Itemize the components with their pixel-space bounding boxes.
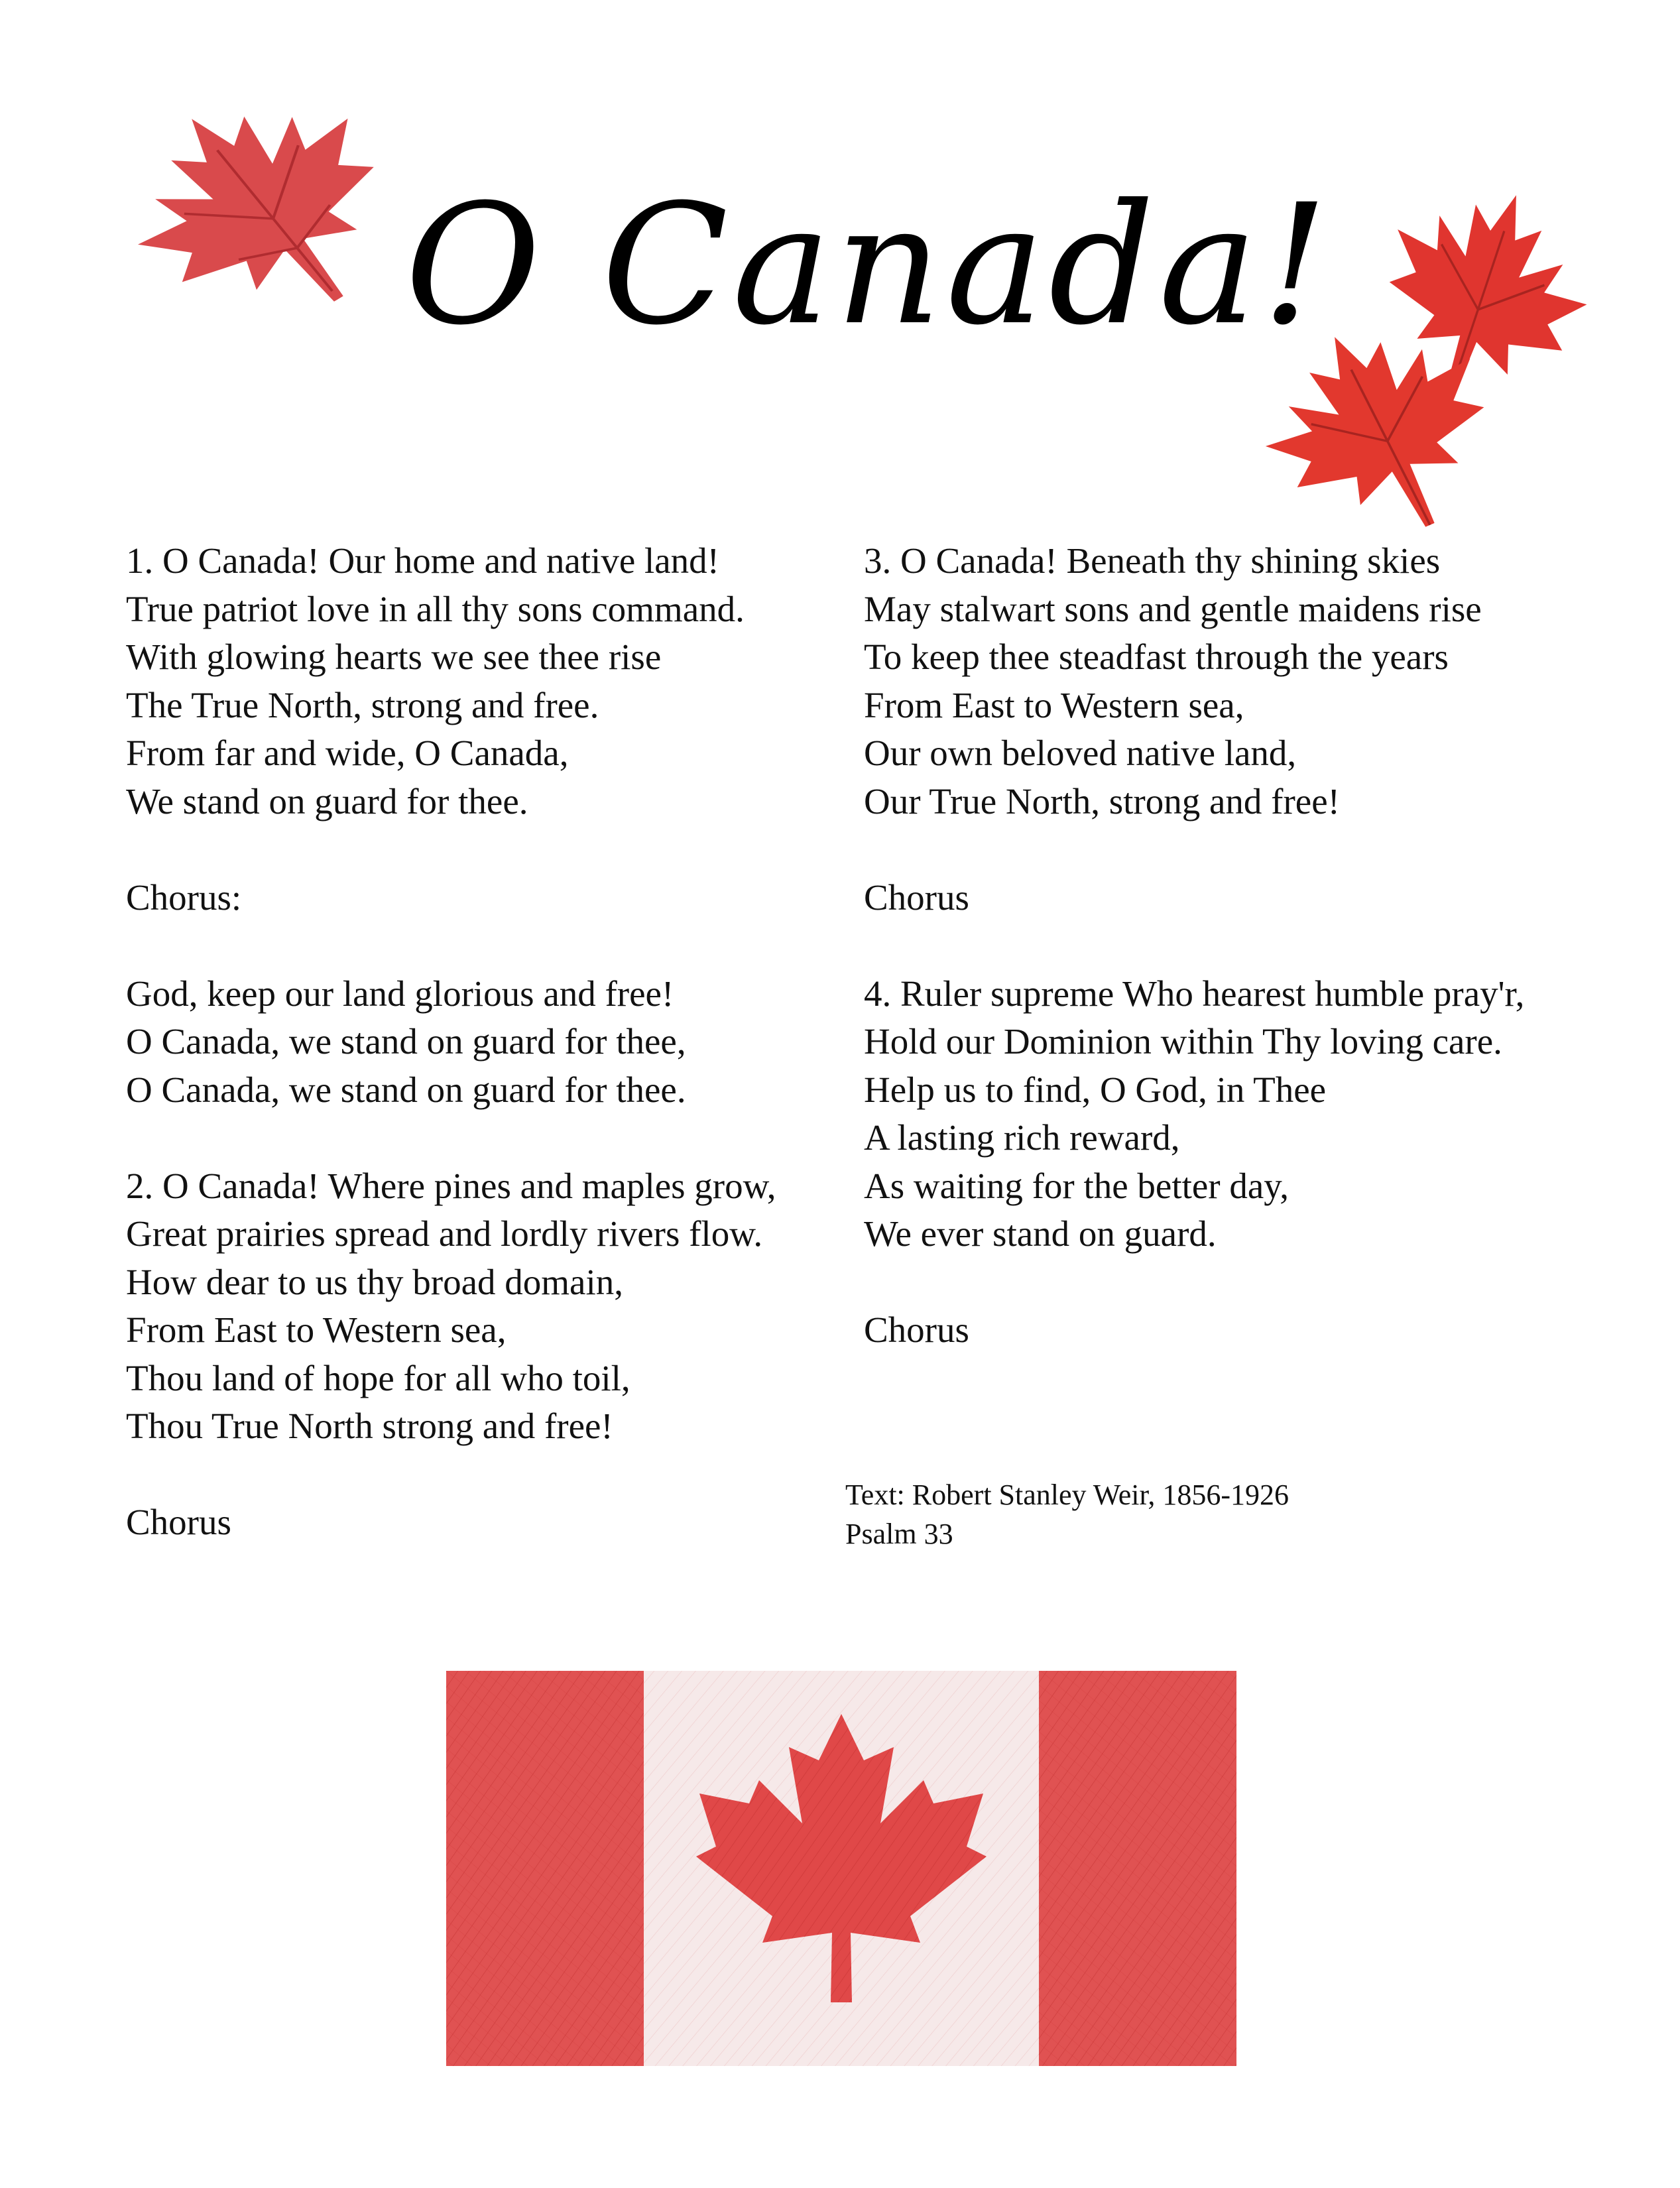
verse-3: [864, 537, 1606, 825]
lyric-line: Help us to find, O God, in Thee: [864, 1069, 1327, 1110]
chorus-reference: [126, 1498, 849, 1547]
lyric-line: 3. O Canada! Beneath thy shining skies: [864, 540, 1441, 581]
lyric-line: We ever stand on guard.: [864, 1213, 1217, 1254]
lyric-line: O Canada, we stand on guard for thee.: [126, 1069, 686, 1110]
chorus-heading: [126, 874, 849, 922]
credits: [845, 1475, 1289, 1553]
verse-2: [126, 1162, 849, 1451]
lyric-line: Thou True North strong and free!: [126, 1406, 613, 1446]
lyric-line: From East to Western sea,: [864, 684, 1244, 725]
lyric-line: God, keep our land glorious and free!: [126, 973, 674, 1014]
lyric-line: Chorus: [864, 1309, 969, 1350]
lyric-line: May stalwart sons and gentle maidens rise: [864, 588, 1482, 629]
lyric-line: Our True North, strong and free!: [864, 780, 1340, 821]
credit-psalm: Psalm 33: [845, 1518, 953, 1550]
lyric-line: From East to Western sea,: [126, 1309, 507, 1350]
lyric-line: How dear to us thy broad domain,: [126, 1261, 623, 1302]
verse-4: [864, 970, 1606, 1258]
verse-1: [126, 537, 849, 825]
credit-author: Text: Robert Stanley Weir, 1856-1926: [845, 1479, 1290, 1511]
lyric-line: O Canada, we stand on guard for thee,: [126, 1021, 686, 1062]
lyric-line: To keep thee steadfast through the years: [864, 637, 1449, 677]
lyric-line: We stand on guard for thee.: [126, 780, 528, 821]
lyric-line: A lasting rich reward,: [864, 1117, 1180, 1158]
lyric-line: True patriot love in all thy sons command.: [126, 588, 745, 629]
lyric-line: With glowing hearts we see thee rise: [126, 637, 662, 677]
lyric-line: 4. Ruler supreme Who hearest humble pray'r,: [864, 973, 1525, 1014]
lyrics-column-left: [126, 537, 849, 1595]
chorus-reference: [864, 1306, 1606, 1355]
lyric-line: Hold our Dominion within Thy loving care.: [864, 1021, 1502, 1062]
chorus-reference: [864, 874, 1606, 922]
lyric-line: The True North, strong and free.: [126, 684, 599, 725]
lyric-line: Thou land of hope for all who toil,: [126, 1357, 630, 1398]
lyric-line: 2. O Canada! Where pines and maples grow,: [126, 1165, 776, 1206]
lyric-line: Great prairies spread and lordly rivers flow.: [126, 1213, 763, 1254]
lyric-line: As waiting for the better day,: [864, 1165, 1289, 1206]
lyric-line: Chorus: [864, 877, 969, 918]
lyric-line: From far and wide, O Canada,: [126, 733, 569, 773]
lyrics-column-right: [864, 537, 1606, 1402]
lyric-line: Chorus: [126, 1502, 231, 1542]
canadian-flag: [446, 1671, 1236, 2066]
page-title: O Canada!: [404, 168, 1333, 361]
lyric-line: Chorus:: [126, 877, 242, 918]
chorus: [126, 970, 849, 1115]
lyric-line: Our own beloved native land,: [864, 733, 1297, 773]
maple-leaf-top-left-icon: [126, 90, 404, 328]
lyric-line: 1. O Canada! Our home and native land!: [126, 540, 719, 581]
